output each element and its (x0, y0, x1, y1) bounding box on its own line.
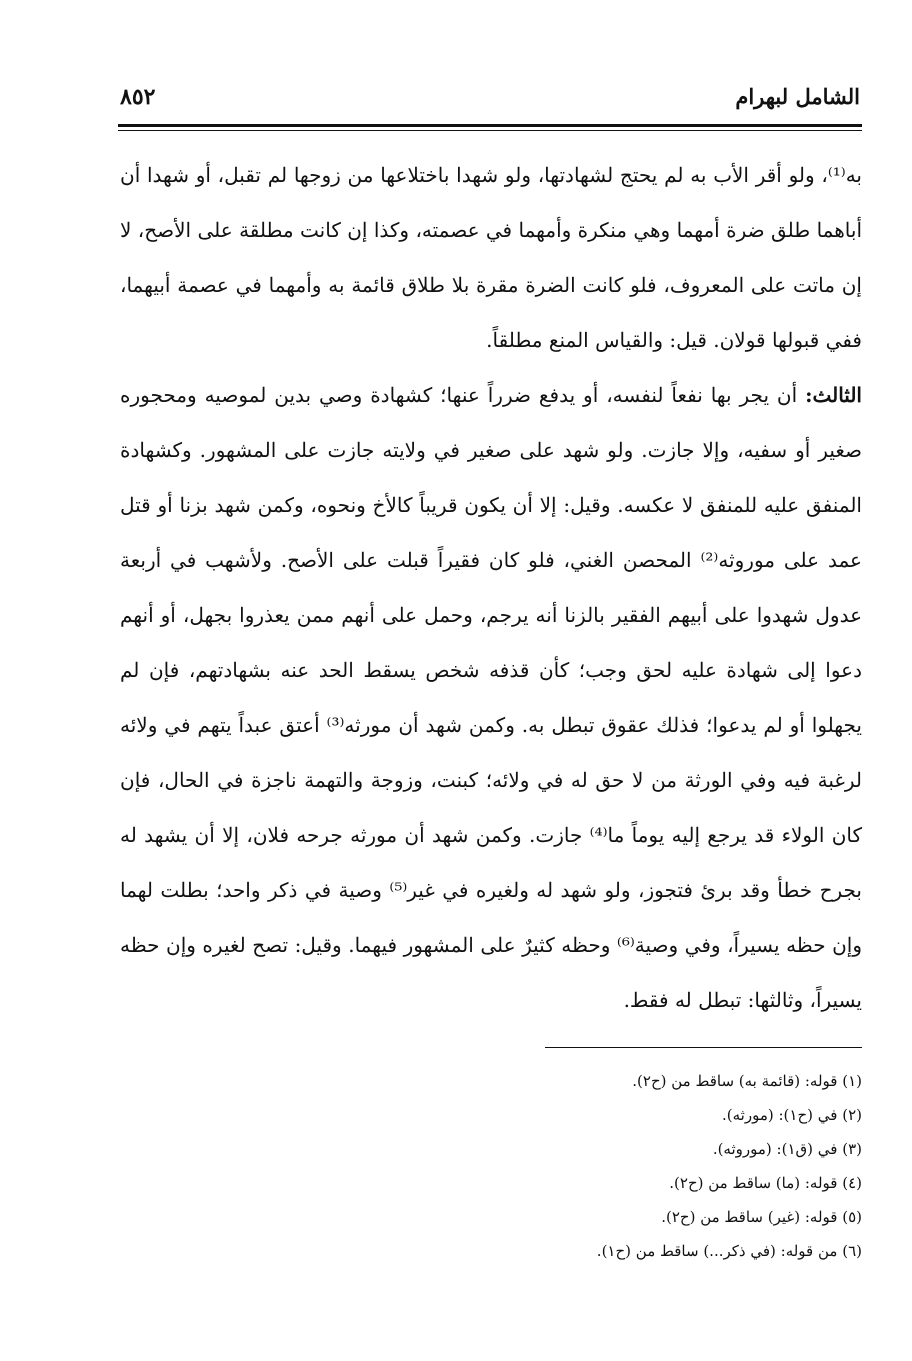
paragraph-lead: الثالث: (805, 383, 862, 407)
footnote: (٦) من قوله: (في ذكر...) ساقط من (ح١). (596, 1242, 862, 1260)
main-text (120, 148, 862, 1028)
footnote: (١) قوله: (قائمة به) ساقط من (ح٢). (632, 1072, 862, 1090)
paragraph-text: به⁽¹⁾، ولو أقر الأب به لم يحتج لشهادتها، ولو شهدا باختلاعها من زوجها لم تقبل، أو شهدا أن أباهما طلق ضرة أمهما وهي منكرة وأمهما في عصمته، وكذا إن كانت مطلقة على الأصح، لا إن ماتت على المعروف، فلو كانت الضرة مقرة بلا طلاق قائمة به وأمهما في عصمة أبيهما، ففي قبولها قولان. قيل: والقياس المنع مطلقاً. (120, 163, 862, 352)
footnote: (٥) قوله: (غير) ساقط من (ح٢). (661, 1208, 862, 1226)
page-header (120, 84, 860, 124)
paragraph-text: أن يجر بها نفعاً لنفسه، أو يدفع ضرراً عنها؛ كشهادة وصي بدين لموصيه ومحجوره صغير أو سفيه، وإلا جازت. ولو شهد على صغير في ولايته جازت على المشهور. وكشهادة المنفق عليه للمنفق لا عكسه. وقيل: إلا أن يكون قريباً كالأخ ونحوه، وكمن شهد بزنا أو قتل عمد على موروثه⁽²⁾ المحصن الغني، فلو كان فقيراً قبلت على الأصح. ولأشهب في أربعة عدول شهدوا على أبيهم الفقير بالزنا أنه يرجم، وحمل على أنهم ممن يعذروا بجهل، أو أنهم دعوا إلى شهادة عليه لحق وجب؛ كأن قذفه شخص يسقط الحد عنه بشهادتهم، فإن لم يجهلوا أو لم يدعوا؛ فذلك عقوق تبطل به. وكمن شهد أن مورثه⁽³⁾ أعتق عبداً يتهم في ولائه لرغبة فيه وفي الورثة من لا حق له في ولائه؛ كبنت، وزوجة والتهمة ناجزة في الحال، فإن كان الولاء قد يرجع إليه يوماً ما⁽⁴⁾ جازت. وكمن شهد أن مورثه جرحه فلان، إلا أن يشهد له بجرح خطأ وقد برئ فتجوز، ولو شهد له ولغيره في غير⁽⁵⁾ وصية في ذكر واحد؛ بطلت لهما وإن حظه يسيراً، وفي وصية⁽⁶⁾ وحظه كثيرٌ على المشهور فيهما. وقيل: تصح لغيره وإن حظه يسيراً، وثالثها: تبطل له فقط. (120, 383, 863, 1012)
footnote: (٢) في (ح١): (مورثه). (722, 1106, 862, 1124)
footnotes (300, 1064, 862, 1268)
page-number: ٨٥٢ (120, 84, 156, 110)
header-rule-thin (118, 130, 862, 131)
footnote-separator (545, 1047, 862, 1048)
paragraph (120, 368, 862, 1028)
footnote: (٤) قوله: (ما) ساقط من (ح٢). (669, 1174, 862, 1192)
running-header-title: الشامل لبهرام (735, 84, 860, 109)
header-rule (118, 124, 862, 127)
footnote: (٣) في (ق١): (موروثه). (712, 1140, 862, 1158)
paragraph (120, 148, 862, 368)
